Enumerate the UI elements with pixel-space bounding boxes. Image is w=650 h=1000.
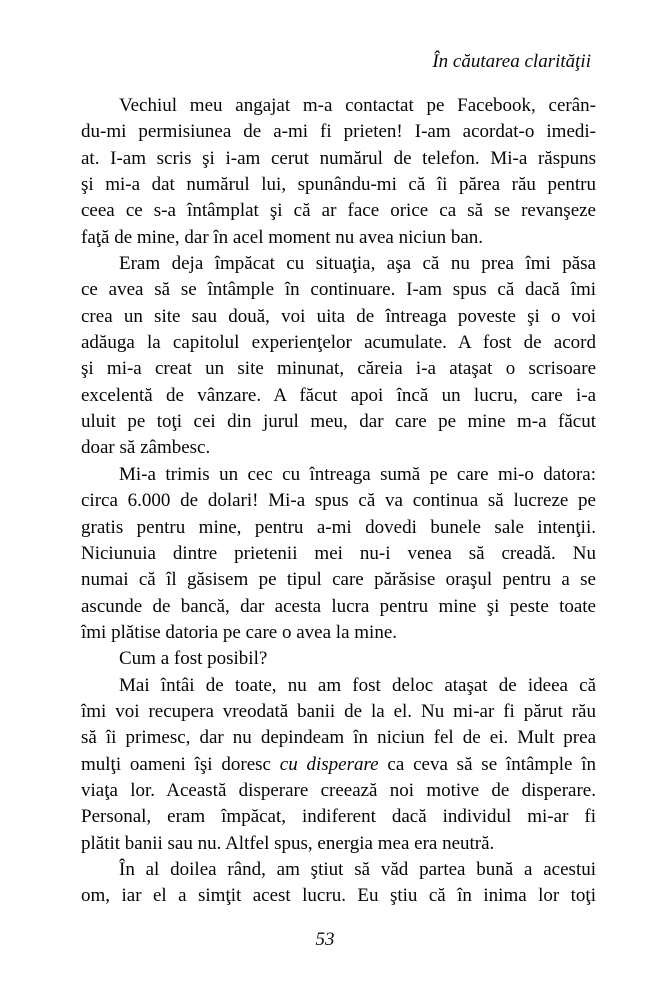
- text-line: [81, 594, 596, 620]
- text-line: [81, 225, 596, 251]
- text-segment: Niciunuia dintre prietenii mei nu-i venea să creadă. Nu: [81, 542, 596, 564]
- text-line: [81, 330, 596, 356]
- text-line: [81, 198, 596, 224]
- text-line: [81, 409, 596, 435]
- text-line: [81, 146, 596, 172]
- text-segment: om, iar el a simţit acest lucru. Eu ştiu că în inima lor toţi: [81, 885, 596, 907]
- text-line: [81, 119, 596, 145]
- text-segment: Mai întâi de toate, nu am fost deloc ataşat de ideea că: [119, 674, 596, 696]
- text-line: [81, 567, 596, 593]
- text-line: [81, 356, 596, 382]
- text-line: [81, 778, 596, 804]
- text-line: [81, 646, 596, 672]
- text-line: [81, 620, 596, 646]
- text-segment: gratis pentru mine, pentru a-mi dovedi bunele sale intenţii.: [81, 516, 596, 538]
- text-line: [81, 383, 596, 409]
- text-line: [81, 515, 596, 541]
- text-segment: plătit banii sau nu. Altfel spus, energia mea era neutră.: [81, 832, 495, 854]
- text-line: [81, 673, 596, 699]
- text-line: [81, 883, 596, 909]
- text-segment: ascunde de bancă, dar acesta lucra pentru mine şi peste toate: [81, 595, 596, 617]
- text-segment: numai că îl găsisem pe tipul care părăsise oraşul pentru a se: [81, 569, 596, 591]
- text-line: [81, 752, 596, 778]
- text-line: [81, 462, 596, 488]
- text-segment: faţă de mine, dar în acel moment nu avea niciun ban.: [81, 226, 484, 248]
- text-segment: Eram deja împăcat cu situaţia, aşa că nu prea îmi păsa: [119, 253, 596, 275]
- text-line: [81, 857, 596, 883]
- text-segment: În al doilea rând, am ştiut să văd partea bună a acestui: [119, 858, 596, 880]
- text-line: [81, 172, 596, 198]
- text-line: [81, 804, 596, 830]
- text-segment: şi mi-a creat un site minunat, căreia i-a ataşat o scrisoare: [81, 358, 596, 380]
- text-line: [81, 831, 596, 857]
- text-line: [81, 251, 596, 277]
- text-segment: circa 6.000 de dolari! Mi-a spus că va continua să lucreze pe: [81, 490, 596, 512]
- text-line: [81, 725, 596, 751]
- text-line: [81, 277, 596, 303]
- text-line: [81, 93, 596, 119]
- text-segment: ca ceva să se întâmple în: [378, 753, 596, 775]
- text-segment: crea un site sau două, voi uita de întreaga poveste şi o voi: [81, 305, 596, 327]
- text-segment: îmi voi recupera vreodată banii de la el. Nu mi-ar fi părut rău: [81, 700, 596, 722]
- text-block: [81, 93, 596, 910]
- emphasized-text: cu disperare: [279, 753, 379, 775]
- text-segment: viaţa lor. Această disperare creează noi motive de disperare.: [81, 779, 596, 801]
- text-segment: Personal, eram împăcat, indiferent dacă individul mi-ar fi: [81, 806, 596, 828]
- text-line: [81, 304, 596, 330]
- text-segment: excelentă de vânzare. A făcut apoi încă un lucru, care i-a: [81, 384, 596, 406]
- text-line: [81, 435, 596, 461]
- text-segment: uluit pe toţi cei din jurul meu, dar care pe mine m-a făcut: [81, 411, 596, 433]
- text-segment: şi mi-a dat numărul lui, spunându-mi că îi părea rău pentru: [81, 174, 596, 196]
- text-line: [81, 699, 596, 725]
- text-segment: adăuga la capitolul experienţelor acumulate. A fost de acord: [81, 332, 596, 354]
- text-segment: at. I-am scris şi i-am cerut numărul de telefon. Mi-a răspuns: [81, 147, 596, 169]
- text-segment: doar să zâmbesc.: [81, 437, 211, 459]
- text-segment: Cum a fost posibil?: [119, 648, 268, 670]
- text-segment: du-mi permisiunea de a-mi fi prieten! I-am acordat-o imedi-: [81, 121, 596, 143]
- text-segment: îmi plătise datoria pe care o avea la mine.: [81, 621, 397, 643]
- text-line: [81, 541, 596, 567]
- text-line: [81, 488, 596, 514]
- text-segment: Vechiul meu angajat m-a contactat pe Facebook, cerân-: [119, 95, 596, 116]
- text-segment: mulţi oameni îşi doresc: [81, 753, 280, 775]
- text-segment: ce avea să se întâmple în continuare. I-am spus că dacă îmi: [81, 279, 596, 301]
- text-segment: să îi primesc, dar nu depindeam în niciun fel de ei. Mult prea: [81, 727, 596, 749]
- page-number: 53: [315, 929, 335, 950]
- text-segment: Mi-a trimis un cec cu întreaga sumă pe care mi-o datora:: [119, 463, 596, 485]
- text-segment: ceea ce s-a întâmplat şi că ar face orice ca să se revanşeze: [81, 200, 596, 222]
- running-header: În căutarea clarităţii: [432, 51, 591, 72]
